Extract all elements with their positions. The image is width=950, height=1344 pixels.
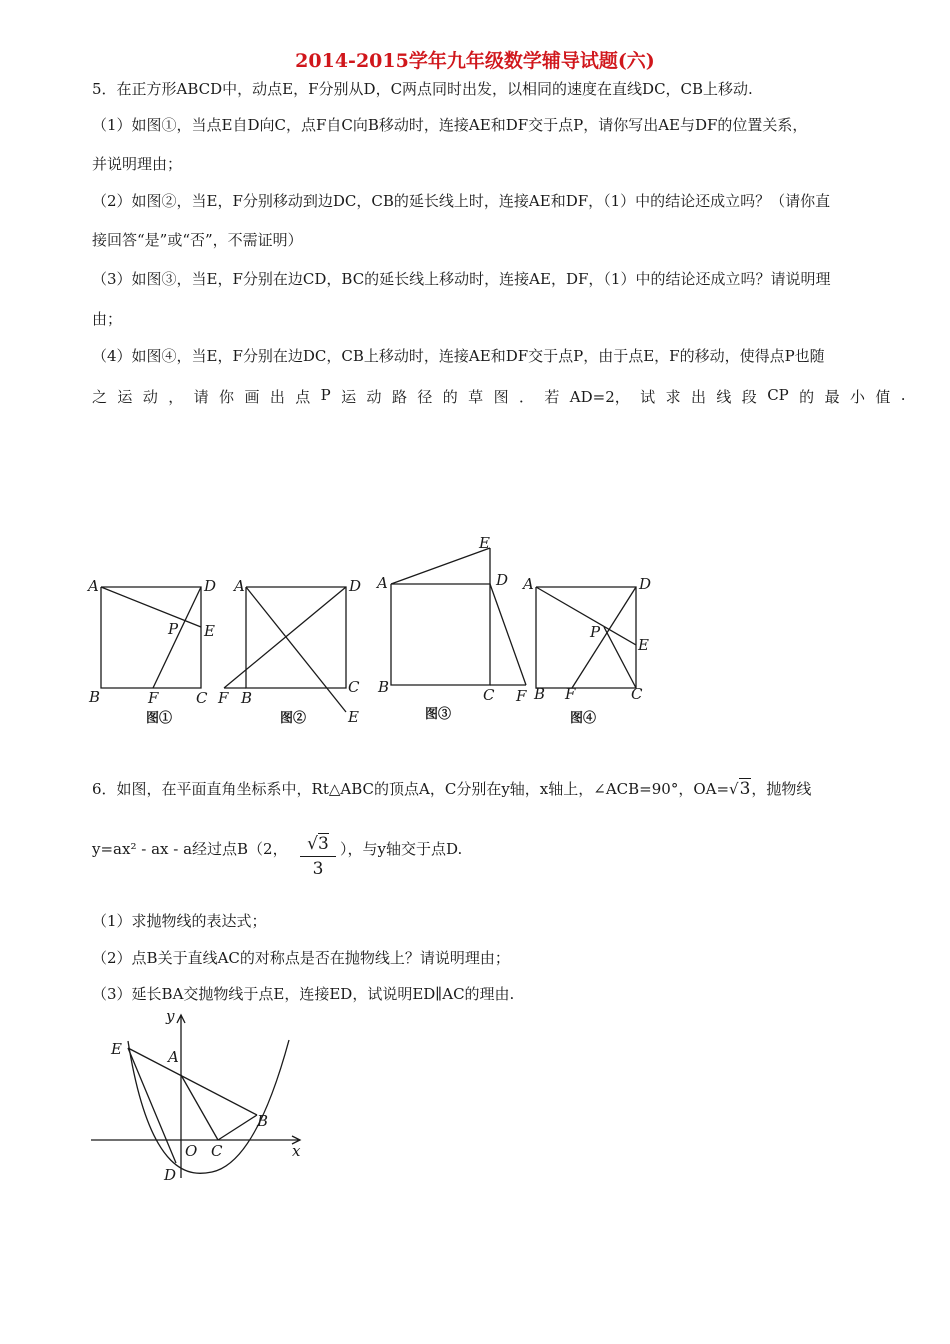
fig1-segment-ae — [101, 587, 201, 627]
fig1-label-f: F — [148, 689, 159, 707]
page-title: 2014-2015学年九年级数学辅导试题(六) — [295, 50, 655, 72]
fig3-label-d: D — [496, 571, 509, 589]
fig2-label-a: A — [234, 577, 245, 595]
q6-part1: （1）求抛物线的表达式； — [92, 912, 267, 930]
q5-part4-line2: 之 运 动 ， 请 你 画 出 点 P 运 动 路 径 的 草 图 ． 若 AD=2， 试 求 出 线 段 CP 的 最 小 值 . — [92, 386, 906, 406]
fig3-label-c: C — [483, 686, 495, 704]
fig3-label-e: E — [479, 534, 490, 552]
label-c: C — [211, 1142, 223, 1160]
q5-part1-line1: （1）如图①，当点E自D向C，点F自C向B移动时，连接AE和DF交于点P，请你写出AE与DF的位置关系， — [92, 116, 808, 134]
q5-part3-line1: （3）如图③，当E，F分别在边CD，BC的延长线上移动时，连接AE，DF，（1）中的结论还成立吗？请说明理 — [92, 270, 831, 288]
fig2-label-c: C — [348, 678, 360, 696]
fig1-label-p: P — [168, 620, 179, 638]
fig2-caption: 图② — [280, 711, 307, 726]
fig3-label-f: F — [516, 687, 527, 705]
q6-line2-b: ），与y轴交于点D. — [340, 840, 463, 858]
label-d: D — [164, 1166, 177, 1184]
q5-stem: 5．在正方形ABCD中，动点E，F分别从D，C两点同时出发，以相同的速度在直线DC，CB上移动. — [92, 80, 753, 98]
label-o: O — [185, 1142, 198, 1160]
fig4-label-b: B — [534, 685, 546, 703]
fig3-segment-ae — [391, 548, 490, 584]
q6-part2: （2）点B关于直线AC的对称点是否在抛物线上？请说明理由； — [92, 949, 510, 967]
fig2-square — [246, 587, 346, 688]
fig3-square — [391, 584, 490, 685]
fig2-label-b: B — [241, 689, 253, 707]
fig4-segment-df — [572, 587, 636, 688]
fig3-label-a: A — [377, 574, 388, 592]
q5-part2-line2: 接回答“是”或“否”，不需证明） — [92, 231, 303, 249]
fig2-label-e: E — [348, 708, 359, 726]
label-a: A — [168, 1048, 179, 1066]
fig1-label-b: B — [89, 688, 101, 706]
fig2-label-f: F — [218, 689, 229, 707]
label-b: B — [257, 1112, 269, 1130]
q6-part3: （3）延长BA交抛物线于点E，连接ED，试说明ED∥AC的理由. — [92, 985, 515, 1003]
fig1-label-d: D — [204, 577, 217, 595]
q5-part3-line2: 由； — [92, 310, 123, 328]
figure-4 — [521, 575, 651, 726]
sqrt-3: √3 — [729, 779, 751, 799]
q5-part4-line1: （4）如图④，当E，F分别在边DC，CB上移动时，连接AE和DF交于点P，由于点E，F的移动，使得点P也随 — [92, 347, 825, 365]
fig2-label-d: D — [349, 577, 362, 595]
segment-eb — [128, 1048, 257, 1115]
q6-line1: 6．如图，在平面直角坐标系中，Rt△ABC的顶点A，C分别在y轴，x轴上，∠ACB=90°，OA=√3，抛物线 — [92, 779, 812, 799]
fig4-segment-ae — [536, 587, 636, 645]
figure-2 — [217, 577, 361, 726]
fig3-label-b: B — [378, 678, 390, 696]
fig1-square — [101, 587, 201, 688]
q5-part2-line1: （2）如图②，当E，F分别移动到边DC，CB的延长线上时，连接AE和DF，（1）中的结论还成立吗？（请你直 — [92, 192, 831, 210]
fig4-label-p: P — [590, 623, 601, 641]
segment-cb — [218, 1115, 257, 1140]
fig4-label-f: F — [565, 685, 576, 703]
figure-1 — [86, 577, 216, 726]
label-x: x — [292, 1142, 301, 1160]
label-y: y — [166, 1007, 175, 1025]
fig4-square — [536, 587, 636, 688]
fig1-label-a: A — [88, 577, 99, 595]
fig1-label-e: E — [204, 622, 215, 640]
fig1-caption: 图① — [146, 711, 173, 726]
fraction-sqrt3-over-3: $\frac{√3}{3}$ — [300, 834, 336, 879]
fig4-label-c: C — [631, 685, 643, 703]
fig3-segment-df — [490, 584, 526, 685]
fig4-label-a: A — [523, 575, 534, 593]
q6-line2-a: y=ax² - ax - a经过点B（2， — [92, 840, 288, 858]
fig2-segment-ae — [246, 587, 346, 712]
q5-part1-line2: 并说明理由； — [92, 155, 183, 173]
fig4-label-e: E — [638, 636, 649, 654]
fig1-label-c: C — [196, 689, 208, 707]
fig2-segment-df — [224, 587, 346, 688]
label-e: E — [111, 1040, 122, 1058]
figure-q6 — [91, 1007, 301, 1184]
figure-3 — [375, 534, 527, 722]
fig3-caption: 图③ — [425, 707, 452, 722]
fig4-caption: 图④ — [570, 711, 597, 726]
fig4-label-d: D — [639, 575, 652, 593]
